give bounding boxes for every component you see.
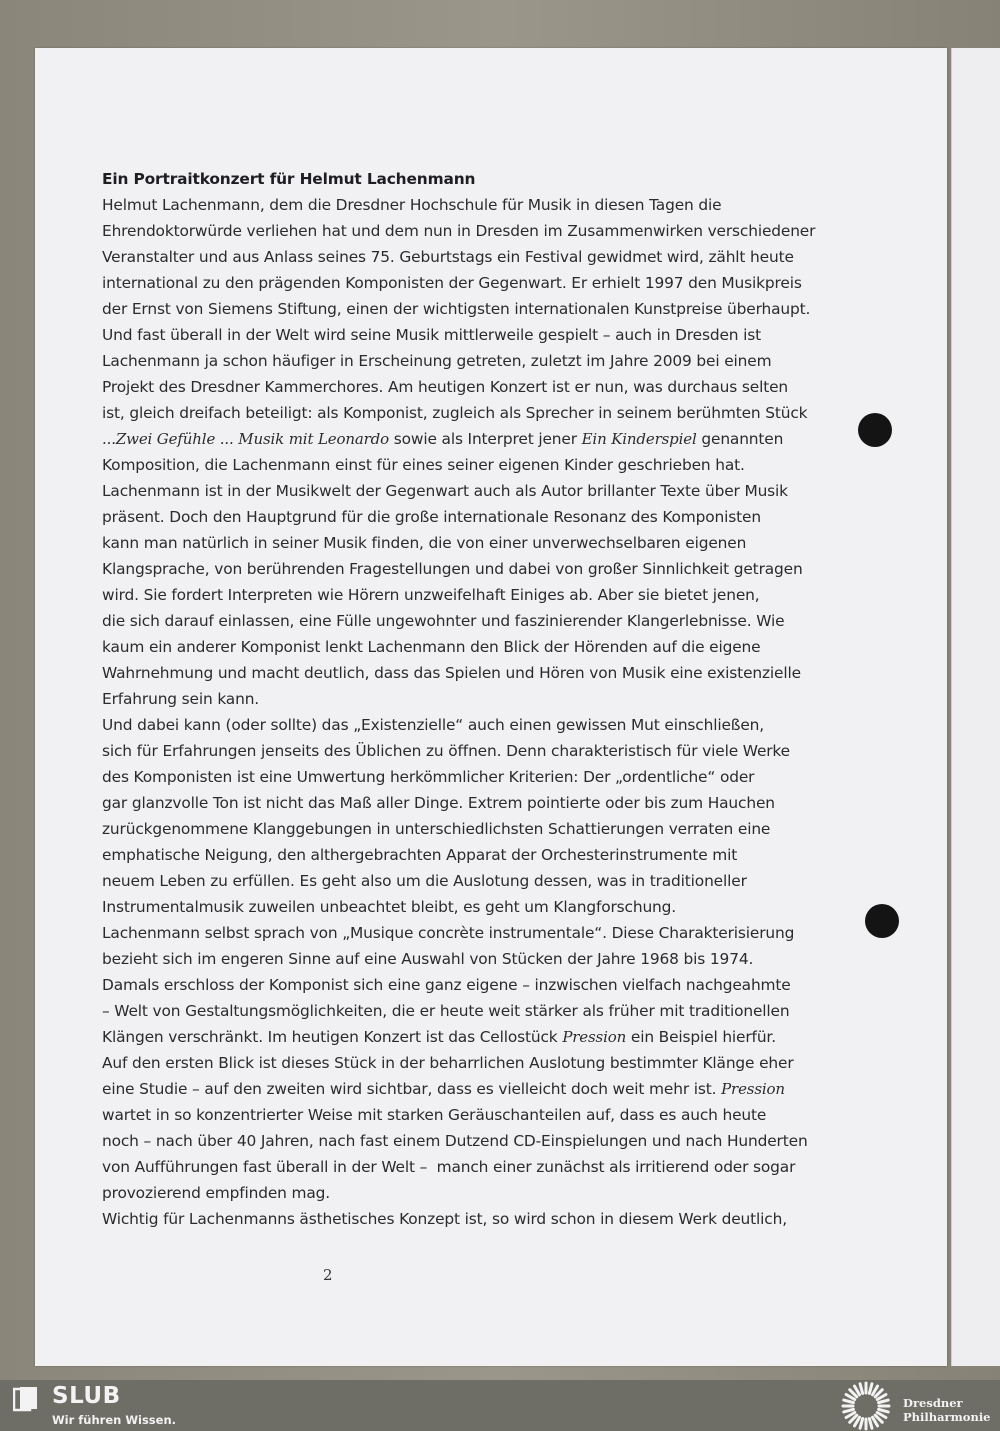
text-line: wartet in so konzentrierter Weise mit starken Geräuschanteilen auf, dass es auch heute [102,1106,767,1124]
text-line: Ehrendoktorwürde verliehen hat und dem nun in Dresden im Zusammenwirken verschiedener [102,222,816,240]
text-fragment: genannten [696,430,784,448]
text-line: Und fast überall in der Welt wird seine Musik mittlerweile gespielt – auch in Dresden ist [102,326,761,344]
text-line: – Welt von Gestaltungsmöglichkeiten, die er heute weit stärker als früher mit traditionellen [102,1002,790,1020]
partner-name-line1: Dresdner [903,1396,963,1410]
text-line: kaum ein anderer Komponist lenkt Lachenmann den Blick der Hörenden auf die eigene [102,638,761,656]
text-line: Veranstalter und aus Anlass seines 75. Geburtstags ein Festival gewidmet wird, zählt heute [102,248,794,266]
text-line: neuem Leben zu erfüllen. Es geht also um die Auslotung dessen, was in traditioneller [102,872,747,890]
slub-logo-icon [13,1386,39,1412]
text-line: Lachenmann ja schon häufiger in Erscheinung getreten, zuletzt im Jahre 2009 bei einem [102,352,772,370]
text-line: provozierend empfinden mag. [102,1184,330,1202]
text-fragment: ein Beispiel hierfür. [626,1028,776,1046]
text-line-with-title [102,1076,842,1102]
sunburst-logo-icon [841,1381,891,1431]
text-line: zurückgenommene Klanggebungen in unterschiedlichsten Schattierungen verraten eine [102,820,771,838]
text-line: Instrumentalmusik zuweilen unbeachtet bleibt, es geht um Klangforschung. [102,898,677,916]
article-title: Ein Portraitkonzert für Helmut Lachenmann [102,170,476,188]
text-line: noch – nach über 40 Jahren, nach fast einem Dutzend CD-Einspielungen und nach Hunderten [102,1132,808,1150]
text-line: kann man natürlich in seiner Musik finden, die von einer unverwechselbaren eigenen [102,534,747,552]
text-line: Wahrnehmung und macht deutlich, dass das Spielen und Hören von Musik eine existenzielle [102,664,801,682]
work-title: Pression [721,1080,785,1098]
text-line: international zu den prägenden Komponisten der Gegenwart. Er erhielt 1997 den Musikpreis [102,274,802,292]
text-line: ist, gleich dreifach beteiligt: als Komponist, zugleich als Sprecher in seinem berühmten Stück [102,404,808,422]
text-line: Lachenmann ist in der Musikwelt der Gegenwart auch als Autor brillanter Texte über Musik [102,482,788,500]
text-line: Damals erschloss der Komponist sich eine ganz eigene – inzwischen vielfach nachgeahmte [102,976,791,994]
text-line: Wichtig für Lachenmanns ästhetisches Konzept ist, so wird schon in diesem Werk deutlich, [102,1210,787,1228]
text-line: Lachenmann selbst sprach von „Musique concrète instrumentale“. Diese Charakterisierung [102,924,795,942]
text-line: Projekt des Dresdner Kammerchores. Am heutigen Konzert ist er nun, was durchaus selten [102,378,788,396]
text-line: des Komponisten ist eine Umwertung herkömmlicher Kriterien: Der „ordentliche“ oder [102,768,755,786]
text-line: gar glanzvolle Ton ist nicht das Maß aller Dinge. Extrem pointierte oder bis zum Hauchen [102,794,775,812]
work-title: Ein Kinderspiel [581,430,697,448]
text-line: von Aufführungen fast überall in der Welt – manch einer zunächst als irritierend oder sogar [102,1158,796,1176]
text-line: Helmut Lachenmann, dem die Dresdner Hochschule für Musik in diesen Tagen die [102,196,722,214]
page-number: 2 [323,1266,333,1284]
text-line: bezieht sich im engeren Sinne auf eine Auswahl von Stücken der Jahre 1968 bis 1974. [102,950,754,968]
article-body [102,166,842,1232]
text-line: präsent. Doch den Hauptgrund für die große internationale Resonanz des Komponisten [102,508,761,526]
text-line: Klangsprache, von berührenden Fragestellungen und dabei von großer Sinnlichkeit getragen [102,560,803,578]
text-line-with-title [102,1024,842,1050]
slub-name: SLUB [52,1383,121,1409]
work-title: ...Zwei Gefühle ... Musik mit Leonardo [102,430,390,448]
text-line: sich für Erfahrungen jenseits des Üblichen zu öffnen. Denn charakteristisch für viele Werke [102,742,790,760]
slub-slogan: Wir führen Wissen. [52,1413,177,1427]
partner-name-line2: Philharmonie [903,1410,991,1424]
text-fragment: sowie als Interpret jener [389,430,582,448]
text-line: Auf den ersten Blick ist dieses Stück in der beharrlichen Auslotung bestimmter Klänge eher [102,1054,794,1072]
punch-hole-bottom [865,904,899,938]
text-line: Komposition, die Lachenmann einst für eines seiner eigenen Kinder geschrieben hat. [102,456,745,474]
punch-hole-top [858,413,892,447]
text-line: der Ernst von Siemens Stiftung, einen der wichtigsten internationalen Kunstpreise überhaupt. [102,300,811,318]
text-line: Und dabei kann (oder sollte) das „Existenzielle“ auch einen gewissen Mut einschließen, [102,716,764,734]
work-title: Pression [562,1028,627,1046]
text-line: Erfahrung sein kann. [102,690,260,708]
text-line: die sich darauf einlassen, eine Fülle ungewohnter und faszinierender Klangerlebnisse. Wie [102,612,785,630]
text-line: emphatische Neigung, den althergebrachten Apparat der Orchesterinstrumente mit [102,846,738,864]
text-fragment: Klängen verschränkt. Im heutigen Konzert ist das Cellostück [102,1028,563,1046]
text-line: wird. Sie fordert Interpreten wie Hörern unzweifelhaft Einiges ab. Aber sie bietet jenen, [102,586,760,604]
text-fragment: eine Studie – auf den zweiten wird sichtbar, dass es vielleicht doch weit mehr ist. [102,1080,722,1098]
text-line-with-titles [102,426,842,452]
next-page-edge [951,48,1000,1366]
